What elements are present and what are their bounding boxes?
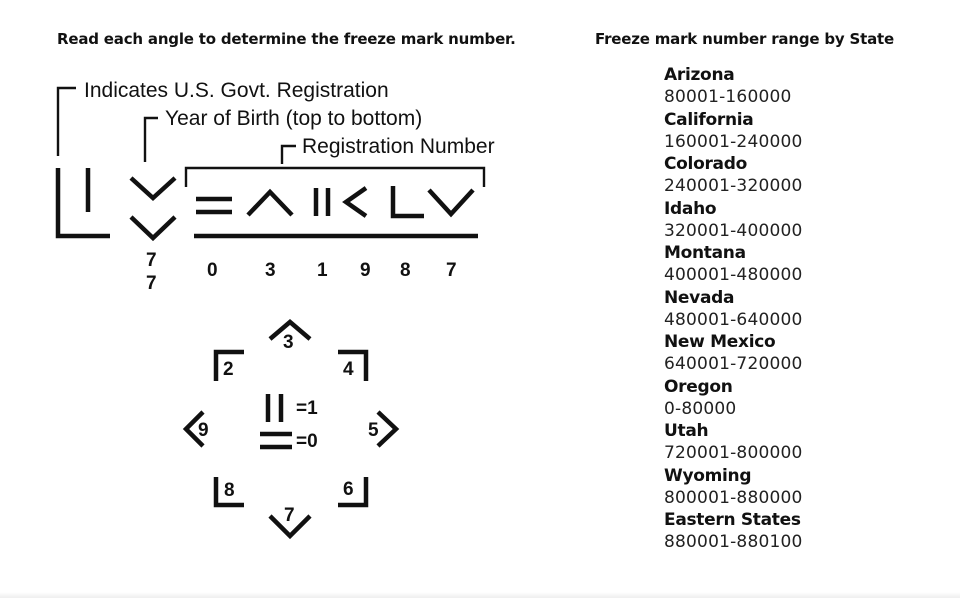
state-entry bbox=[664, 465, 803, 510]
state-name: Utah bbox=[664, 421, 709, 441]
state-range: 720001-800000 bbox=[664, 443, 803, 463]
year-digit: 7 bbox=[146, 273, 157, 294]
state-range: 320001-400000 bbox=[664, 220, 803, 241]
year-digit: 7 bbox=[146, 250, 157, 271]
registration-number-glyphs bbox=[194, 186, 478, 236]
state-name: Nevada bbox=[664, 287, 735, 308]
state-entry bbox=[664, 287, 803, 332]
year-callout-line bbox=[145, 118, 158, 162]
state-range: 800001-880000 bbox=[664, 487, 803, 508]
registration-digit: 1 bbox=[317, 260, 328, 281]
registration-number-bracket bbox=[186, 168, 484, 187]
state-name: Idaho bbox=[664, 198, 717, 219]
legend-digit: 7 bbox=[284, 505, 295, 526]
legend-one-label: =1 bbox=[296, 398, 318, 419]
registration-callout-label: Indicates U.S. Govt. Registration bbox=[84, 79, 389, 102]
registration-number-callout-line bbox=[282, 146, 296, 164]
state-range: 240001-320000 bbox=[664, 176, 803, 196]
registration-digit: 9 bbox=[360, 260, 371, 281]
registration-digit: 7 bbox=[446, 260, 457, 281]
state-entry bbox=[664, 509, 803, 554]
registration-digit: 8 bbox=[400, 260, 411, 281]
state-range: 80001-160000 bbox=[664, 87, 792, 107]
state-range-list bbox=[664, 64, 803, 554]
legend-digit: 5 bbox=[368, 420, 379, 441]
state-name: Colorado bbox=[664, 154, 747, 174]
state-name: Eastern States bbox=[664, 510, 801, 530]
state-range: 640001-720000 bbox=[664, 354, 803, 374]
state-name: Wyoming bbox=[664, 465, 752, 486]
legend-digit: 4 bbox=[343, 359, 354, 380]
legend-digit: 3 bbox=[283, 332, 294, 353]
registration-callout-line bbox=[58, 88, 76, 156]
state-name: Montana bbox=[664, 243, 746, 263]
state-range: 480001-640000 bbox=[664, 309, 803, 330]
right-heading: Freeze mark number range by State bbox=[595, 30, 894, 48]
state-entry bbox=[664, 109, 803, 154]
angle-legend bbox=[186, 322, 396, 536]
state-range: 400001-480000 bbox=[664, 265, 803, 285]
govt-registration-symbol bbox=[58, 168, 110, 236]
state-entry bbox=[664, 242, 803, 287]
state-name: Arizona bbox=[664, 65, 735, 85]
legend-digit: 2 bbox=[223, 359, 234, 380]
year-callout-label: Year of Birth (top to bottom) bbox=[165, 107, 423, 130]
left-heading: Read each angle to determine the freeze mark number. bbox=[57, 30, 516, 48]
bottom-edge-shade bbox=[0, 592, 960, 598]
state-entry bbox=[664, 153, 803, 198]
registration-number-callout-label: Registration Number bbox=[302, 135, 495, 158]
state-range: 0-80000 bbox=[664, 398, 737, 419]
registration-digit: 3 bbox=[265, 260, 276, 281]
state-entry bbox=[664, 331, 803, 376]
legend-digit: 8 bbox=[224, 480, 235, 501]
state-range: 160001-240000 bbox=[664, 131, 803, 152]
legend-digit: 6 bbox=[343, 479, 354, 500]
legend-zero-label: =0 bbox=[296, 431, 318, 452]
year-of-birth-glyphs bbox=[131, 178, 175, 238]
legend-digit: 9 bbox=[198, 420, 209, 441]
state-name: California bbox=[664, 109, 754, 130]
state-name: New Mexico bbox=[664, 332, 776, 352]
state-range: 880001-880100 bbox=[664, 532, 803, 552]
registration-digit: 0 bbox=[207, 260, 218, 281]
state-entry bbox=[664, 376, 803, 421]
state-entry bbox=[664, 64, 803, 109]
state-entry bbox=[664, 420, 803, 465]
state-name: Oregon bbox=[664, 376, 733, 397]
state-entry bbox=[664, 198, 803, 243]
